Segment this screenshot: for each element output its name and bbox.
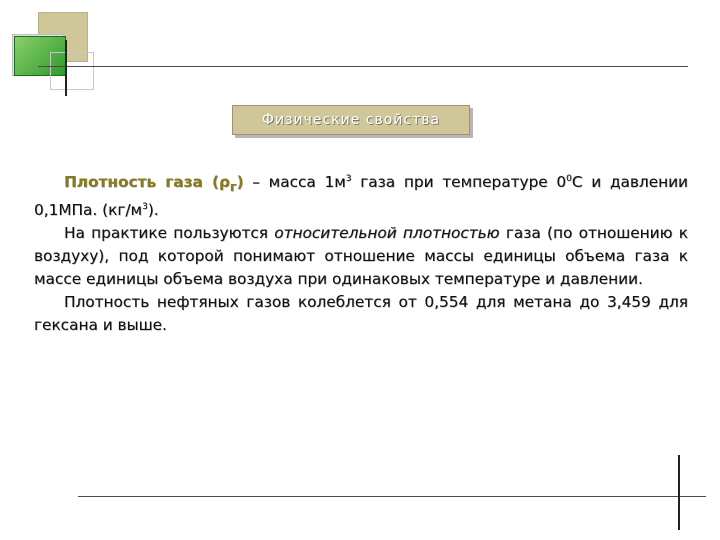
slide-title: Физические свойства [261, 112, 441, 128]
paragraph-density-definition: Плотность газа $(\rho_г)$ – масса $1м^3$ газа при температуре $0^0С$ и давлении 0,1МПа. $(кг/м^3)$. [34, 173, 688, 220]
term-subscript: г [229, 180, 237, 196]
paragraph-oil-gas-density: Плотность нефтяных газов колеблется от 0,554 для метана до 3,459 для гексана и выше. [34, 293, 688, 335]
top-horizontal-rule [38, 66, 688, 67]
top-vertical-rule [65, 40, 67, 96]
term-relative-density: относительной плотностью [274, 224, 500, 243]
term-gas-density: Плотность газа $(\rho_г)$ [64, 173, 244, 196]
bottom-vertical-rule [678, 455, 680, 530]
bottom-horizontal-rule [78, 496, 706, 497]
slide-body [34, 171, 688, 337]
slide-title-box [232, 105, 470, 135]
decor-outline-square [50, 52, 94, 90]
paragraph-relative-density: На практике пользуются относительной плотностью газа (по отношению к воздуху), под которой понимают отношение массы единицы объема газа к массе единицы объема воздуха при одинаковых температуре и давлении. [34, 224, 688, 289]
